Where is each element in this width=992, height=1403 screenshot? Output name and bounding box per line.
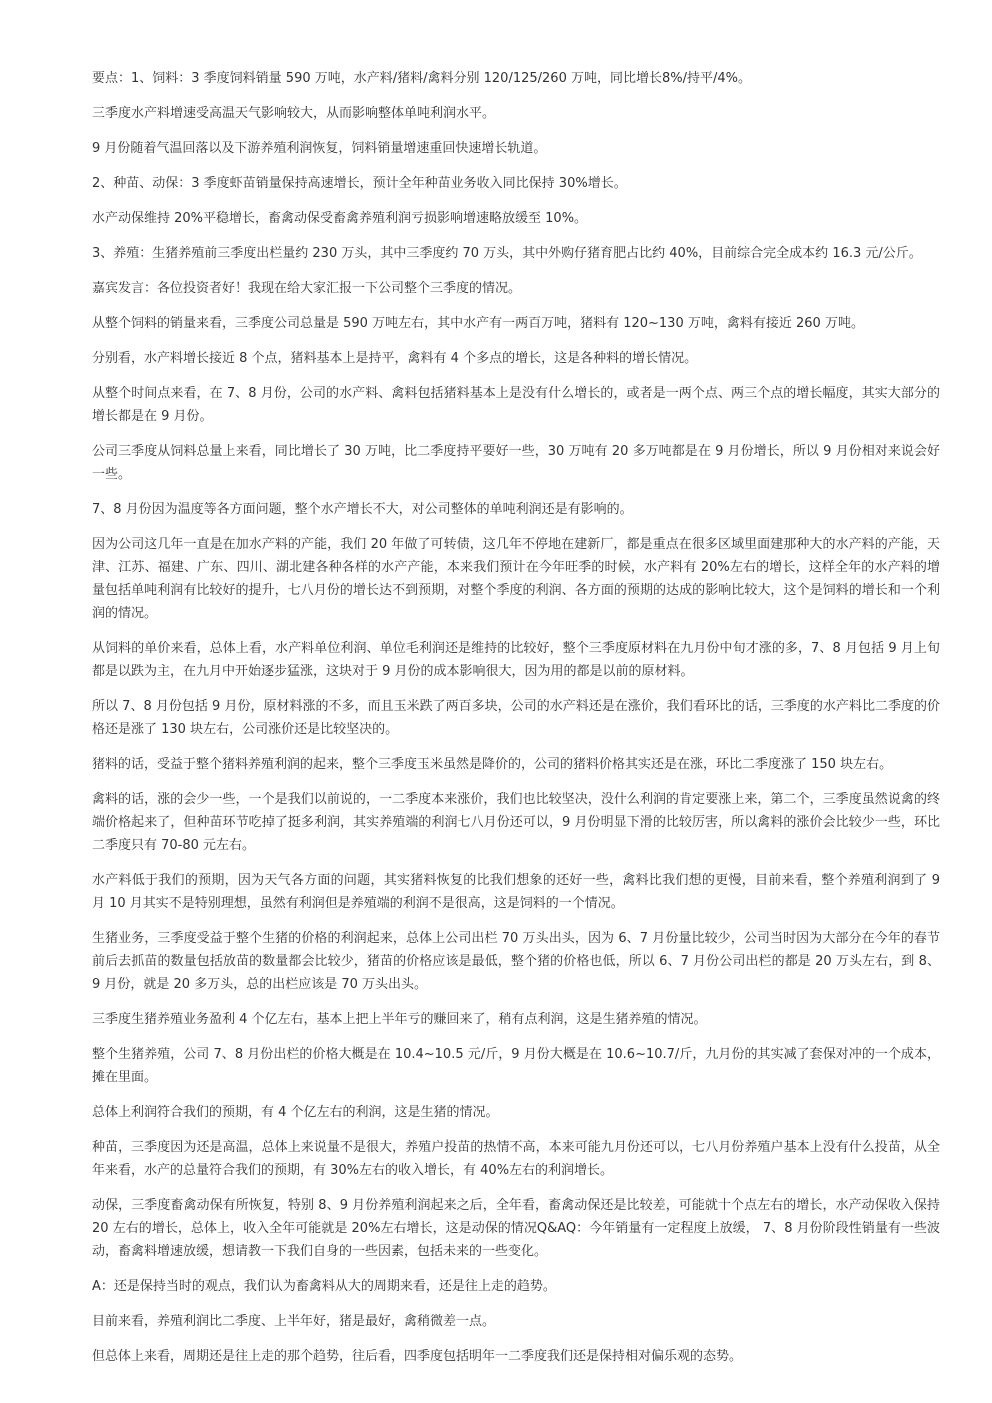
paragraph-poultry-feed: 禽料的话，涨的会少一些，一个是我们以前说的，一二季度本来涨价，我们也比较坚决，没什么利润的肯定要涨上来，第二个，三季度虽然说禽的终端价格起来了，但种苗环节吃掉了挺多利润，其实养殖端的利润七八月份还可以，9 月份明显下滑的比较厉害，所以禽料的涨价会比较少一些，环比二季度只有 70-80 元左右。 (92, 792, 940, 853)
paragraph-yoy-growth: 公司三季度从饲料总量上来看，同比增长了 30 万吨，比二季度持平要好一些，30 万吨有 20 多万吨都是在 9 月份增长，所以 9 月份相对来说会好一些。 (92, 444, 940, 482)
paragraph-feed-volume: 从整个饲料的销量来看，三季度公司总量是 590 万吨左右，其中水产有一两百万吨，猪料有 120~130 万吨，禽料有接近 260 万吨。 (92, 316, 864, 331)
paragraph-hog-business: 生猪业务，三季度受益于整个生猪的价格的利润起来，总体上公司出栏 70 万头出头，因为 6、7 月份量比较少，公司当时因为大部分在今年的春节前后去抓苗的数量包括放苗的数量都会比较少，猪苗的价格应该是最低，整个猪的价格也低，所以 6、7 月份公司出栏的都是 20 万头左右，到 8、9 月份，就是 20 多万头，总的出栏应该是 70 万头出头。 (92, 931, 940, 992)
paragraph-guest-remarks: 嘉宾发言：各位投资者好！我现在给大家汇报一下公司整个三季度的情况。 (92, 281, 522, 296)
paragraph-september-recovery: 9 月份随着气温回落以及下游养殖利润恢复，饲料销量增速重回快速增长轨道。 (92, 141, 547, 156)
paragraph-key-points-breeding: 3、养殖：生猪养殖前三季度出栏量约 230 万头，其中三季度约 70 万头，其中外购仔猪育肥占比约 40%，目前综合完全成本约 16.3 元/公斤。 (92, 246, 922, 261)
paragraph-raw-material: 所以 7、8 月份包括 9 月份，原材料涨的不多，而且玉米跌了两百多块，公司的水产料还是在涨价，我们看环比的话，三季度的水产料比二季度的价格还是涨了 130 块左右，公司涨价还是比较坚决的。 (92, 699, 940, 737)
paragraph-key-points-seedlings: 2、种苗、动保：3 季度虾苗销量保持高速增长，预计全年种苗业务收入同比保持 30%增长。 (92, 176, 627, 191)
paragraph-timing: 从整个时间点来看，在 7、8 月份，公司的水产料、禽料包括猪料基本上是没有什么增长的，或者是一两个点、两三个点的增长幅度，其实大部分的增长都是在 9 月份。 (92, 386, 940, 424)
paragraph-hog-profit: 三季度生猪养殖业务盈利 4 个亿左右，基本上把上半年亏的赚回来了，稍有点利润，这是生猪养殖的情况。 (92, 1012, 707, 1027)
paragraph-growth-by-type: 分别看，水产料增长接近 8 个点，猪料基本上是持平，禽料有 4 个多点的增长，这是各种料的增长情况。 (92, 351, 698, 366)
paragraph-seedlings: 种苗，三季度因为还是高温，总体上来说量不是很大，养殖户投苗的热情不高，本来可能九月份还可以，七八月份养殖户基本上没有什么投苗，从全年来看，水产的总量符合我们的预期，有 30%左右的收入增长，有 40%左右的利润增长。 (92, 1140, 940, 1178)
paragraph-unit-price: 从饲料的单价来看，总体上看，水产料单位利润、单位毛利润还是维持的比较好，整个三季度原材料在九月份中旬才涨的多，7、8 月包括 9 月上旬都是以跌为主，在九月中开始逐步猛涨，这块对于 9 月份的成本影响很大，因为用的都是以前的原材料。 (92, 641, 940, 679)
paragraph-expectations: 水产料低于我们的预期，因为天气各方面的问题，其实猪料恢复的比我们想象的还好一些，禽料比我们想的更慢，目前来看，整个养殖利润到了 9 月 10 月其实不是特别理想，虽然有利润但是养殖端的利润不是很高，这是饲料的一个情况。 (92, 873, 940, 911)
paragraph-current-profit: 目前来看，养殖利润比二季度、上半年好，猪是最好，禽稍微差一点。 (92, 1314, 496, 1329)
paragraph-outlook: 但总体上来看，周期还是往上走的那个趋势，往后看，四季度包括明年一二季度我们还是保持相对偏乐观的态势。 (92, 1349, 743, 1364)
paragraph-animal-health-qa: 动保，三季度畜禽动保有所恢复，特别 8、9 月份养殖利润起来之后，全年看，畜禽动保还是比较差，可能就十个点左右的增长，水产动保收入保持 20 左右的增长，总体上，收入全年可能就是 20%左右增长，这是动保的情况Q&AQ：今年销量有一定程度上放缓， 7、8 月份阶段性销量有一些波动，畜禽料增速放缓，想请教一下我们自身的一些因素，包括未来的一些变化。 (92, 1198, 940, 1259)
paragraph-key-points-feed: 要点：1、饲料：3 季度饲料销量 590 万吨，水产料/猪料/禽料分别 120/125/260 万吨，同比增长8%/持平/4%。 (92, 71, 751, 86)
paragraph-hog-summary: 总体上利润符合我们的预期，有 4 个亿左右的利润，这是生猪的情况。 (92, 1105, 499, 1120)
paragraph-animal-health: 水产动保维持 20%平稳增长，畜禽动保受畜禽养殖利润亏损影响增速略放缓至 10%。 (92, 211, 588, 226)
paragraph-answer: A：还是保持当时的观点，我们认为畜禽料从大的周期来看，还是往上走的趋势。 (92, 1279, 556, 1294)
paragraph-hog-price: 整个生猪养殖，公司 7、8 月份出栏的价格大概是在 10.4~10.5 元/斤，9 月份大概是在 10.6~10.7/斤，九月份的其实减了套保对冲的一个成本，摊在里面。 (92, 1047, 940, 1085)
paragraph-july-august: 7、8 月份因为温度等各方面问题，整个水产增长不大，对公司整体的单吨利润还是有影响的。 (92, 502, 633, 517)
paragraph-aquafeed-growth: 三季度水产料增速受高温天气影响较大，从而影响整体单吨利润水平。 (92, 106, 496, 121)
paragraph-capacity: 因为公司这几年一直是在加水产料的产能，我们 20 年做了可转债，这几年不停地在建新厂，都是重点在很多区域里面建那种大的水产料的产能，天津、江苏、福建、广东、四川、湖北建各种各样的水产产能，本来我们预计在今年旺季的时候，水产料有 20%左右的增长，这样全年的水产料的增量包括单吨利润有比较好的提升，七八月份的增长达不到预期，对整个季度的利润、各方面的预期的达成的影响比较大，这个是饲料的增长和一个利润的情况。 (92, 537, 940, 621)
paragraph-pig-feed: 猪料的话，受益于整个猪料养殖利润的起来，整个三季度玉米虽然是降价的，公司的猪料价格其实还是在涨，环比二季度涨了 150 块左右。 (92, 757, 893, 772)
